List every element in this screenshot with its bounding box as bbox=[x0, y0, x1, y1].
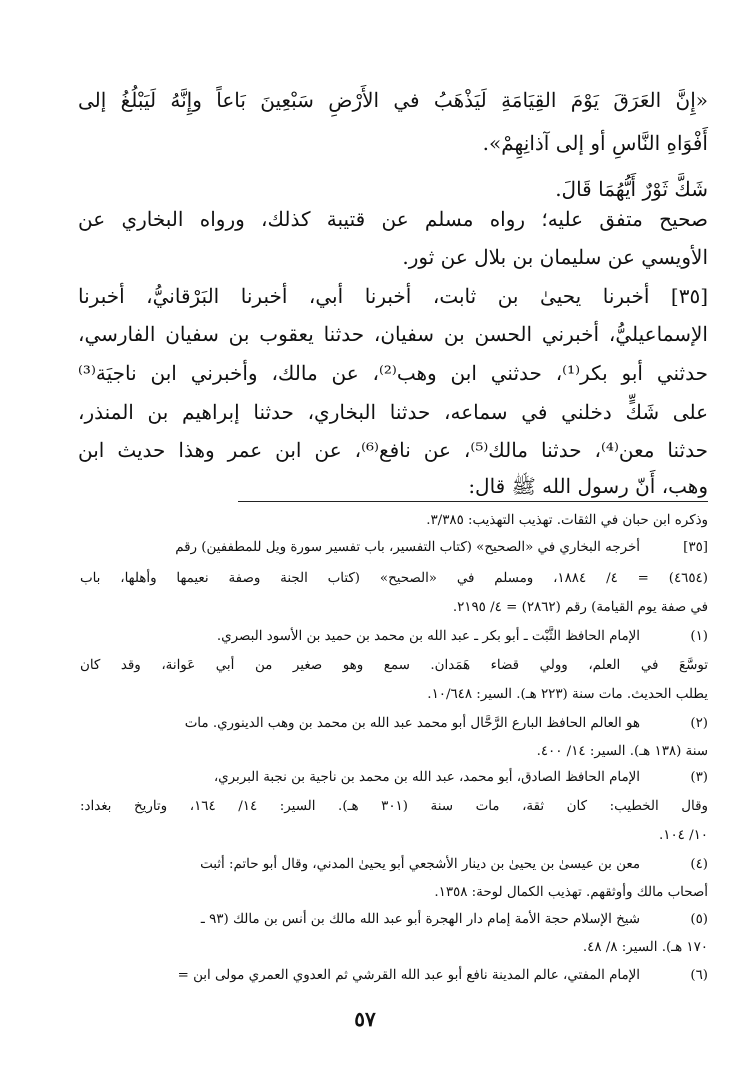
footnote-line: (٤٦٥٤) = ٤/ ١٨٨٤، ومسلم في «الصحيح» (كتاب الجنة وصفة نعيمها وأهلها، باب bbox=[80, 571, 708, 586]
main-text-line: شَكَّ ثَوْرٌ أَيُّهُمَا قَالَ. bbox=[555, 177, 708, 201]
footnote-line: معن بن عيسىٰ بن يحيىٰ بن دينار الأشجعي أبو يحيىٰ المدني، وقال أبو حاتم: أثبت bbox=[200, 857, 640, 872]
main-text-line: وهب، أَنّ رسول الله ﷺ قال: bbox=[468, 474, 708, 498]
footnote-line: الإمام المفتي، عالم المدينة نافع أبو عبد الله القرشي ثم العدوي العمري مولى ابن = bbox=[177, 968, 640, 983]
footnote-separator bbox=[238, 501, 708, 502]
footnote-line: توسَّعَ في العلم، وولي قضاء هَمَدان. سمع وهو صغير من أبي عَوانة، وقد كان bbox=[80, 658, 708, 673]
footnote-line: ١٧٠ هـ). السير: ٨/ ٤٨. bbox=[582, 940, 708, 955]
footnote-number: (١) bbox=[690, 629, 708, 644]
footnote-number: (٦) bbox=[690, 968, 708, 983]
footnote-number: (٢) bbox=[690, 716, 708, 731]
footnote-number: (٥) bbox=[690, 912, 708, 927]
footnote-line: أخرجه البخاري في «الصحيح» (كتاب التفسير، باب تفسير سورة ويل للمطففين) رقم bbox=[175, 540, 640, 555]
main-text-line: حدثني أبو بكر⁽¹⁾، حدثني ابن وهب⁽²⁾، عن مالك، وأخبرني ابن ناجيَة⁽³⁾ bbox=[78, 361, 708, 385]
footnote-line: في صفة يوم القيامة) رقم (٢٨٦٢) = ٤/ ٢١٩٥. bbox=[452, 600, 708, 615]
footnote-line: شيخ الإسلام حجة الأمة إمام دار الهجرة أبو عبد الله مالك بن أنس بن مالك (٩٣ ـ bbox=[200, 912, 640, 927]
footnote-line: أصحاب مالك وأوثقهم. تهذيب الكمال لوحة: ١٣٥٨. bbox=[434, 885, 708, 900]
footnote-line: وقال الخطيب: كان ثقة، مات سنة (٣٠١ هـ). السير: ١٤/ ١٦٤، وتاريخ بغداد: bbox=[80, 799, 708, 814]
footnote-number: (٣) bbox=[690, 770, 708, 785]
main-text-line: الإسماعيليُّ، أخبرني الحسن بن سفيان، حدثنا يعقوب بن سفيان الفارسي، bbox=[78, 322, 708, 346]
footnote-line: ١٠/ ١٠٤. bbox=[658, 828, 708, 843]
page-number: ٥٧ bbox=[354, 1007, 376, 1031]
main-text-line: أَفْوَاهِ النَّاسِ أو إلى آذانِهِمْ». bbox=[482, 131, 708, 155]
footnote-line: هو العالم الحافظ البارع الرَّحَّال أبو محمد عبد الله بن محمد بن وهب الدينوري. مات bbox=[184, 716, 640, 731]
footnote-number: (٤) bbox=[690, 857, 708, 872]
main-text-line: [٣٥] أخبرنا يحيىٰ بن ثابت، أخبرنا أبي، أخبرنا البَرْقانيُّ، أخبرنا bbox=[78, 284, 708, 308]
footnote-carryover: وذكره ابن حبان في الثقات. تهذيب التهذيب: ٣/٣٨٥. bbox=[426, 513, 708, 528]
main-text-line: «إِنَّ العَرَقَ يَوْمَ القِيَامَةِ لَيَذْهَبُ في الأَرْضِ سَبْعِينَ بَاعاً وإِنَّهُ لَيَبْلُغُ إلى bbox=[78, 88, 708, 112]
main-text-line: حدثنا معن⁽⁴⁾، حدثنا مالك⁽⁵⁾، عن نافع⁽⁶⁾، عن ابن عمر وهذا حديث ابن bbox=[78, 438, 708, 462]
main-text-line: على شَكٍّ دخلني في سماعه، حدثنا البخاري، حدثنا إبراهيم بن المنذر، bbox=[78, 400, 708, 424]
footnote-line: الإمام الحافظ الثَّبْت ـ أبو بكر ـ عبد الله بن محمد بن حميد بن الأسود البصري. bbox=[216, 629, 640, 644]
main-text-line: صحيح متفق عليه؛ رواه مسلم عن قتيبة كذلك، ورواه البخاري عن bbox=[78, 207, 708, 231]
footnote-line: سنة (١٣٨ هـ). السير: ١٤/ ٤٠٠. bbox=[536, 744, 708, 759]
main-text-line: الأويسي عن سليمان بن بلال عن ثور. bbox=[402, 245, 708, 269]
footnote-line: الإمام الحافظ الصادق، أبو محمد، عبد الله بن محمد بن ناجية بن نجبة البربري، bbox=[213, 770, 640, 785]
footnote-line: يطلب الحديث. مات سنة (٢٢٣ هـ). السير: ١٠/٦٤٨. bbox=[427, 687, 708, 702]
footnote-number: [٣٥] bbox=[683, 540, 708, 555]
